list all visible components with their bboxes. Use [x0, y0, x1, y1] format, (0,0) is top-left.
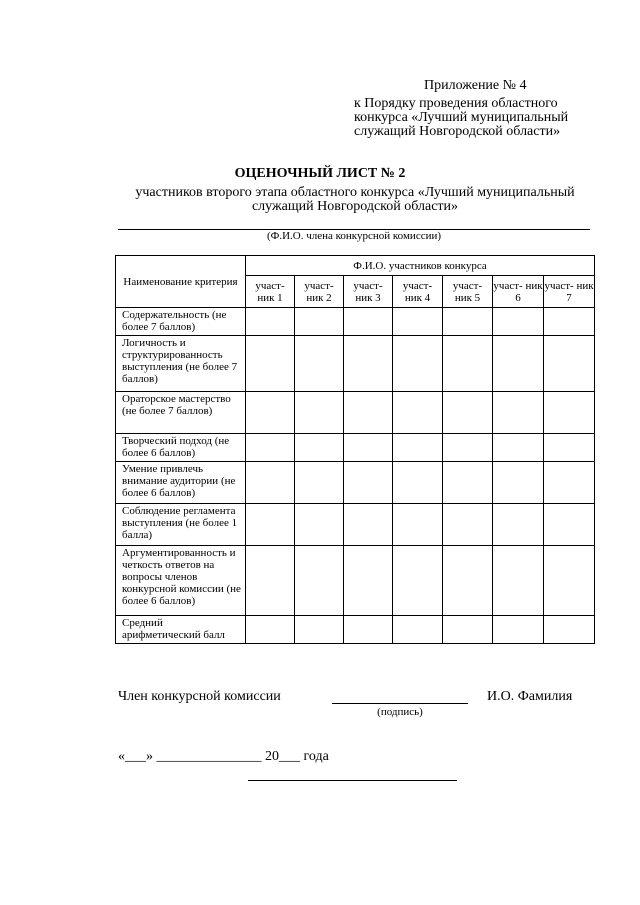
participant-header-5: участ- ник 5 [443, 276, 493, 308]
score-cell[interactable] [443, 434, 493, 462]
score-cell[interactable] [295, 462, 344, 504]
commission-member-name-caption: (Ф.И.О. члена конкурсной комиссии) [266, 230, 442, 242]
criterion-row [116, 504, 595, 546]
score-cell[interactable] [344, 504, 393, 546]
score-cell[interactable] [295, 504, 344, 546]
score-cell[interactable] [393, 462, 443, 504]
score-cell[interactable] [344, 616, 393, 644]
score-cell[interactable] [544, 462, 595, 504]
signature-caption: (подпись) [377, 706, 423, 718]
score-cell[interactable] [493, 336, 544, 392]
score-cell[interactable] [393, 616, 443, 644]
score-cell[interactable] [544, 616, 595, 644]
score-cell[interactable] [493, 308, 544, 336]
criterion-label: Аргументированность и четкость ответов на вопросы членов конкурсной комиссии (не более 6 баллов) [116, 546, 246, 616]
criterion-row [116, 546, 595, 616]
score-cell[interactable] [544, 308, 595, 336]
criterion-label: Логичность и структурированность выступления (не более 7 баллов) [116, 336, 246, 392]
score-cell[interactable] [493, 434, 544, 462]
participant-header-7: участ- ник 7 [544, 276, 595, 308]
bottom-rule [248, 780, 457, 781]
commission-member-label: Член конкурсной комиссии [118, 689, 281, 704]
score-cell[interactable] [544, 504, 595, 546]
score-cell[interactable] [344, 546, 393, 616]
document-title: ОЦЕНОЧНЫЙ ЛИСТ № 2 [234, 166, 406, 181]
score-cell[interactable] [246, 308, 295, 336]
score-cell[interactable] [443, 392, 493, 434]
score-cell[interactable] [295, 616, 344, 644]
score-cell[interactable] [344, 392, 393, 434]
score-cell[interactable] [443, 336, 493, 392]
evaluation-table [115, 255, 595, 644]
participant-header-3: участ- ник 3 [344, 276, 393, 308]
criterion-row [116, 434, 595, 462]
score-cell[interactable] [295, 308, 344, 336]
score-cell[interactable] [443, 546, 493, 616]
score-cell[interactable] [246, 434, 295, 462]
criterion-row [116, 462, 595, 504]
criterion-row [116, 616, 595, 644]
score-cell[interactable] [544, 434, 595, 462]
score-cell[interactable] [544, 336, 595, 392]
score-cell[interactable] [393, 546, 443, 616]
score-cell[interactable] [246, 616, 295, 644]
score-cell[interactable] [544, 392, 595, 434]
score-cell[interactable] [246, 462, 295, 504]
score-cell[interactable] [344, 336, 393, 392]
criterion-row [116, 392, 595, 434]
participant-header-4: участ- ник 4 [393, 276, 443, 308]
criterion-header: Наименование критерия [116, 256, 246, 308]
score-cell[interactable] [443, 462, 493, 504]
score-cell[interactable] [544, 546, 595, 616]
score-cell[interactable] [493, 546, 544, 616]
score-cell[interactable] [393, 308, 443, 336]
criterion-label: Содержательность (не более 7 баллов) [116, 308, 246, 336]
score-cell[interactable] [295, 336, 344, 392]
criterion-row [116, 308, 595, 336]
criterion-label: Творческий подход (не более 6 баллов) [116, 434, 246, 462]
score-cell[interactable] [443, 616, 493, 644]
score-cell[interactable] [493, 462, 544, 504]
score-cell[interactable] [393, 336, 443, 392]
date-line: «___» _______________ 20___ года [118, 749, 329, 764]
score-cell[interactable] [493, 616, 544, 644]
score-cell[interactable] [393, 434, 443, 462]
criterion-label: Средний арифметический балл [116, 616, 246, 644]
criterion-row [116, 336, 595, 392]
score-cell[interactable] [443, 504, 493, 546]
participant-header-6: участ- ник 6 [493, 276, 544, 308]
criterion-label: Умение привлечь внимание аудитории (не более 6 баллов) [116, 462, 246, 504]
appendix-reference: к Порядку проведения областного конкурса «Лучший муниципальный служащий Новгородской области» [354, 96, 569, 139]
score-cell[interactable] [344, 308, 393, 336]
criterion-label: Соблюдение регламента выступления (не более 1 балла) [116, 504, 246, 546]
score-cell[interactable] [493, 504, 544, 546]
score-cell[interactable] [246, 546, 295, 616]
score-cell[interactable] [295, 434, 344, 462]
signature-line [332, 703, 468, 704]
appendix-number: Приложение № 4 [424, 78, 527, 93]
score-cell[interactable] [344, 434, 393, 462]
score-cell[interactable] [246, 504, 295, 546]
score-cell[interactable] [493, 392, 544, 434]
score-cell[interactable] [443, 308, 493, 336]
score-cell[interactable] [295, 546, 344, 616]
criterion-label: Ораторское мастерство (не более 7 баллов) [116, 392, 246, 434]
score-cell[interactable] [295, 392, 344, 434]
participants-header: Ф.И.О. участников конкурса [246, 256, 595, 276]
score-cell[interactable] [246, 336, 295, 392]
member-name: И.О. Фамилия [487, 689, 573, 704]
participant-header-2: участ- ник 2 [295, 276, 344, 308]
score-cell[interactable] [393, 392, 443, 434]
score-cell[interactable] [393, 504, 443, 546]
participant-header-1: участ- ник 1 [246, 276, 295, 308]
document-subtitle: участников второго этапа областного конкурса «Лучший муниципальный служащий Новгородской области» [135, 185, 575, 214]
score-cell[interactable] [246, 392, 295, 434]
score-cell[interactable] [344, 462, 393, 504]
